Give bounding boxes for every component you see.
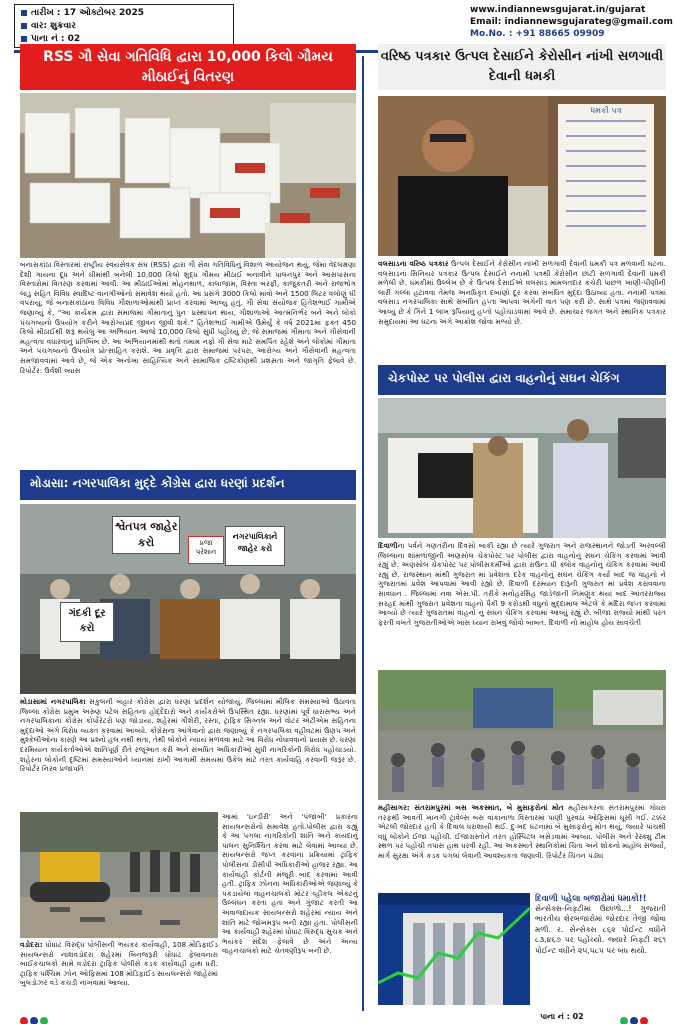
vadodara-article-col: આમાં 'ઇન્ડીરી' અને 'પંજાબી' પ્રકારના સાયલન્સરોનો સમાવેશ હતો.પોલીસ દ્વારા કહ્યું કે આ પગલા નાગરિકોની શાંતિ અને કાયદાનું પાલન સુનિશ્ચિત કરવા માટે લેવામાં આવ્યા છે. સાયલન્સરો જપ્ત કરવાના પ્રક્રિયામાં ટ્રાફિક પોલીસના ડીસીપી અધિકારીઓ હાજર રહ્યા. આ કાર્યવાહી કોર્ટની મંજૂરી બાદ કરવામાં આવી હતી. ટ્રાફિક ઝોનના અધિકારીઓએ જણાવ્યું કે પકડાયેલા વાહનચાલકો મોટર વ્હીકલ એક્ટનું ઉલ્લંઘન કરતા હતા અને ગુંજાટ કરતી આ અવાજદાયક સાયલન્સરો શહેરમાં ન્યાય અને શાંતિ માટે જોખમરૂપ બની રહ્યા હતા. પોલીસની આ કાર્યવાહી શહેરમાં ધોધાટ વિરુદ્ધ સુચક અને ભયંકર સંદેશ ફેલાવે છે અને અન્ય વાહનચાલકો માટે ચેતવણીરૂપ બની છે. (222, 812, 358, 956)
bus-accident-lead: મહીસાગર: સંતરામપુરમાં બસ અકસ્માત, બે મુસાફરોનાં મોત (378, 803, 564, 812)
protest-sign-cleanliness: ગંદકી દૂર કરો (60, 602, 114, 642)
bus-accident-body (378, 803, 666, 889)
mobile-number: Mo.No. : +91 88665 09909 (470, 29, 605, 39)
sweets-photo (20, 93, 356, 258)
column-divider (362, 56, 364, 1011)
vadodara-article-body (20, 940, 218, 1006)
page-number: પાના નં : 02 (31, 34, 81, 44)
website-link[interactable]: www.indiannewsgujarat.in/gujarat (470, 5, 646, 15)
footer-dots-right (620, 1010, 650, 1024)
header-contact (470, 4, 673, 48)
footer-page-number: પાના નં : 02 (540, 1012, 584, 1021)
market-article-title: દિવાળી પહેલા બજારોમાં ધમાકો!! (535, 893, 647, 903)
threat-letter-label: ધમકી પત્ર (590, 106, 622, 115)
header-meta-box (14, 4, 234, 48)
journalist-lead: વલસાડના વરિષ્ઠ પત્રકાર (378, 259, 449, 268)
email-link[interactable]: Email: indiannewsgujarateg@gmail.com (470, 17, 673, 27)
stock-market-photo (378, 893, 530, 1005)
checkpost-article-title: ચેકપોસ્ટ પર પોલીસ દ્વારા વાહનોનું સઘન ચેકિંગ (378, 365, 666, 395)
journalist-article-body (378, 259, 666, 359)
protest-sign-public: પ્રજા પરેશાન (188, 536, 224, 564)
bus-accident-text: મહીસાગરના સંતરામપુરમાં ગોધરા તરફથી આવતી ખાનગી ટ્રાવેલ્સ બસ વાંકાનાળા વિસ્તારમાં પાણી પુરવઠા ઓફિસમાં ઘૂસી ગઈ. ટક્કર એટલી જોરદાર હતી કે દિવાલ ધરાશાયી થઈ. દુઃખદ ઘટનામાં બે મુસાફરોનું મોત થયું, જ્યારે પાંચથી વધુ લોકોને ઈજા પહોંચી. ઈજાગ્રસ્તોને તરત હોસ્પિટલ ખસેડવામાં આવ્યા. પોલીસ અને રેસ્ક્યુ ટીમ સ્થળ પર પહોંચી તપાસ હાથ ધરવી રહી. આ અકસ્માતે સ્થાનિકોમાં ચિંતા અને શોકનો માહોલ સર્જ્યો, માર્ગ સુરક્ષા અંગે કડક પગલાં લેવાની આવશ્યકતા જણાવી. રિપોર્ટર ચિંતન પંડ્યા (378, 803, 666, 860)
protest-sign-white-paper: શ્વેતપત્ર જાહેર કરો (112, 516, 180, 554)
modasa-article-body (20, 697, 356, 805)
market-article-body: સેન્સેક્સ-નિફ્ટીમાં ઉછાળો...! ગુજરાતી ભારતીય શેરબજારોમાં જોરદાર તેજી જોવા મળી. ર. સેન્સેક્સ ૮૬૨ પોઈન્ટ વધીને ૮૩,૪૬૭ પર પહોંચ્યો. જ્યારે નિફ્ટી ૨૬૧ પોઈન્ટ વધીને ૨૫,૫૮૫ પર બંધ થયો. (535, 903, 666, 955)
bus-accident-photo (378, 670, 666, 800)
journalist-photo (378, 96, 666, 256)
rss-article-title: RSS ગૌ સેવા ગતિવિધિ દ્વારા 10,000 કિલો ગૌમય મીઠાઈનું વિતરણ (20, 44, 356, 90)
rss-article-body: બનાસકાંઠા વિસ્તારમાં રાષ્ટ્રીય સ્વયંસેવક સંઘ (RSS) દ્વારા ગૌ સેવા ગતિવિધિનું વિશાળ આયોજન થયું, જેમાં વેદલક્ષણા દેશી ગાયના દૂધ અને ઘીમાંથી બનેલી 10,000 કિલો શુદ્ધ ગૌમય મીઠાઈ બનાવીને પાલનપુર અને આસપાસના વિસ્તારોમાં વિતરણ કરવામાં આવી. આ મીઠાઈઓમાં મોહનથાળ, કાલાજામ, વિસ્તા બરફી, કાજુકતરી અને રાજભોગ લાડુ સહિત વિવિધ સ્વાદિષ્ટ વાનગીઓનો સમાવેશ થયો હતો. આ પ્રસંગે 3000 કિલો માવો અને 1500 લિટર વલોણું ઘી વપરાયું, જે બનાસકાંઠાના વિવિધ ગૌશાળાઓમાંથી પ્રાપ્ત કરવામાં આવ્યું હતું. ગૌ સેવા સંયોજક હિતેશભાઈ ગામીએ જણાવ્યું કે, “આ કાર્યક્રમ દ્વારા સમાજમાં ગૌમાતાનું પુનઃ પ્રસ્થાપન થાય, ગૌશાળાઓ આત્મનિર્ભર બને અને લોકો પંચગવ્યનો ઉપયોગ કરીને આરોગ્યપ્રદ જીવન જીવી શકે.” હિતેશભાઈ ગામીએ ઉમેર્યું કે વર્ષ 2021માં ફક્ત 450 કિલો મીઠાઈથી શરૂ થયેલું આ અભિયાન આજે 10,000 કિલો સુધી પહોંચ્યું છે, જે સમાજમાં ગૌમાતા અને ગૌસેવાની મહત્વતા વધારવાનું પ્રતિબિંબ છે. આ અભિયાનમાંથી થતો તમામ નફો ગૌ સેવા માટે સમર્પિત રહેશે અને લોકોમાં ગૌમાતા અને પંચગવ્યનો ઉપયોગ પ્રોત્સાહિત કરાશે. આ પ્રવૃત્તિ દ્વારા સમાજમાં પરંપરા, આરોગ્ય અને ગૌસેવાની મહત્વતા સમજાવવામાં આવે છે, જે એક અનોખા સાહિત્યિક અને સામાજિક દ્રષ્ટિકોણથી પ્રશંસતા અને જાગૃતિ ફેલાવે છે. રિપોર્ટર: ઉર્વશી વ્યાસ (20, 260, 356, 375)
journalist-text: ઉત્પલ દેસાઈને કેરોસીન નાંખી સળગાવી દેવાની ધમકી પત્ર મળવાની ઘટના. વલસાડના સિનિયર પત્રકાર ઉત્પલ દેસાઈને નનામી પત્રથી કેરોસીન છાંટી સળગાવી દેવાની ધમકી મળેલી છે. ધમકીમાં ઉલ્લેખ છે કે ઉત્પલ દેસાઈએ વલસાડ મામલતદાર કચેરી પાછળ ખાણી-પીણીની લારી ગલ્લા હટાવવા તેમજ અનધિકૃત દબાણો દૂર કરવા સંબંધિત મુદ્દા ઉઠાવ્યા હતા. નનામી પત્રમાં વલસાડ નગરપાલિકા સાથે સંબંધિત હપ્તા આપવા અંગેની વાત પણ કરી છે. સાથે પત્રમાં જણાવવામાં આવ્યું છે કે ગિને 1 લાખ રૂપિયાનું હપ્તો પહોંચાડવામાં આવે છે. સમાચાર જગત અને સ્થાનિક પત્રકાર સમુદાયમાં આ ઘટના અંગે આક્રોશ જોવા મળ્યો છે. (378, 259, 666, 326)
footer-dots-left (20, 1010, 50, 1024)
vadodara-text: ધોધાટ વિરુદ્ધ પોલીસની ભયંકર કાર્યવાહી, 108 મોડિફાઈડ સાયલન્સરો નાશવડોદરા શહેરમાં બિનજરૂરી ધોંધાટ ફેલાવનારા બાઈકચાલકો સામે વડોદરા ટ્રાફિક પોલીસે કડક કાર્યવાહી હાથ ધરી. ટ્રાફિક પશ્ચિમ ઝોન ઓફિસમાં 108 મોડિફાઈડ સાયલન્સરો જાહેરમાં બુલડોઝર વડે કચડી નાખવામાં આવ્યા. (20, 940, 218, 988)
checkpost-article-body (378, 541, 666, 666)
modasa-text: સંકુલની બહાર કોંગ્રેસ દ્વારા ધરણાં પ્રદર્શન યોજાયું. જિલ્લામાં મૌલિક સમસ્યાઓ ઉઠાવતા જિલ્લા કોંગ્રેસ પ્રમુખ અરુણ પટેલ સહિતના હોદ્દેદારો અને કાર્યકરોએ ઉપસ્થિત રહ્યા. ધરણાંમાં પૂર્વ ધારાસભ્ય અને નગરપાલિકાના કોંગ્રેસ કોર્પોરેટરો પણ જોડાયા. શહેરમાં ગૌશેરી, રસ્તા, ટ્રાફિક સિગ્નલ અને વોટર એટીએમ સહિતના મુદ્દાઓ અંગે વિરોધ વ્યક્ત કરવામાં આવ્યો. કોંગ્રેસના આગેવાનો દ્વારા જણાવ્યું કે નગરપાલિકા વહીવટમાં ઉણપ અને મુશ્કેલીઓના કારણે આ પ્રશ્નો હલ નથી થતા, તેથી લોકોને ન્યાય મળવવા માટે આ વિરોધ નોંધાવવાનો પ્રયાસ છે. ધરણાં દરમિયાન કાર્યકર્તાઓએ શાંતિપૂર્ણ રીતે રજૂઆત કરી અને સંબંધિત અધિકારીઓ સુધી નાગરિકોની વિરોધ પહોંચાડયો. શહેરના લોકોની દૃષ્ટિમાં સમસ્યાઓને ધ્યાનમાં રાખી આગામી સમયમાં ઉકેલ માટે તરત કાર્યવાહિ કરવાની જરૂર છે. રિપોર્ટર નિરવ પ્રજાપતિ (20, 697, 356, 774)
protest-sign-municipality: નગરપાલિકાને જાહેર કરો (225, 526, 285, 566)
market-article (535, 893, 666, 1011)
checkpost-text: ના પર્વને ગણતરીના દિવસો બાકી રહ્યા છે ત્યારે ગુજરાત અને રાજસ્થાનને જોડતી અરવલ્લી જિલ્લાના શામળાજીની અણસોલ ચેકપોસ્ટ પર પોલીસ દ્વારા વાહનોનું સઘન ચેકિંગ કરવામાં આવી રહ્યું છે. અણસોલ ચેકપોસ્ટ પર પોલીસકર્મીઓ દ્વારા રાઉન્ડ ધી ક્લોક વાહનોનું ચેકિંગ કરવામાં આવી રહ્યું છે. રાજસ્થાન માંથી ગુજરાત માં પ્રવેશતા દરેક વાહનોનું સઘન ચેકિંગ કર્યા બાદ જ વાહનો ને ગુજરાતમાં પ્રવેશ આપવામાં આવી રહ્યો છે. દિવાળી દરમ્યાન દારૂની ગુજરાત માં પ્રવેશ કરાવવાના સાવધાન . જિલ્લામાં નવા એસ.પી. તરીકે મનોહરસિંહ જાડેજાની નિમણુંક થયા બાદ આંતરરાજ્ય સરહદ માંથી ગુજરાત પ્રવેશતા વાહનો પૈકી 9 કરોડથી વધુનો મુદ્દામાલ એટલે કે મદિરા જપ્ત કરવામાં આવ્યો છે ત્યારે ગુજરાતમાં વાહનો નું સઘન ચેકિંગ કરવામાં આવ્યું રહ્યું છે. બીજા રાજ્યો માંથી પરત ફરતી વખતે ગુજરાતીઓએ ખાસ ધ્યાન રાખવું જોવો બાબત. દિવાળી નો માહોલ હોય સાવચેતી (378, 541, 666, 627)
bulldozer-photo (20, 812, 218, 938)
modasa-lead: મોડાસામાં નગરપાલિકા (20, 697, 86, 706)
issue-day: વાર: શુક્રવાર (31, 21, 76, 31)
checkpost-lead: દિવાળી (378, 541, 398, 550)
checkpost-photo (378, 398, 666, 538)
issue-date: તારીખ : 17 ઓક્ટોબર 2025 (31, 8, 144, 18)
modasa-article-title: મોડાસા: નગરપાલિકા મુદ્દે કોંગ્રેસ દ્વારા ધરણાં પ્રદર્શન (20, 470, 356, 500)
vadodara-lead: વડોદરા: (20, 940, 43, 949)
protest-photo (20, 504, 356, 694)
journalist-article-title: વરિષ્ઠ પત્રકાર ઉત્પલ દેસાઈને કેરોસીન નાંખી સળગાવી દેવાની ધમકી (378, 44, 666, 90)
